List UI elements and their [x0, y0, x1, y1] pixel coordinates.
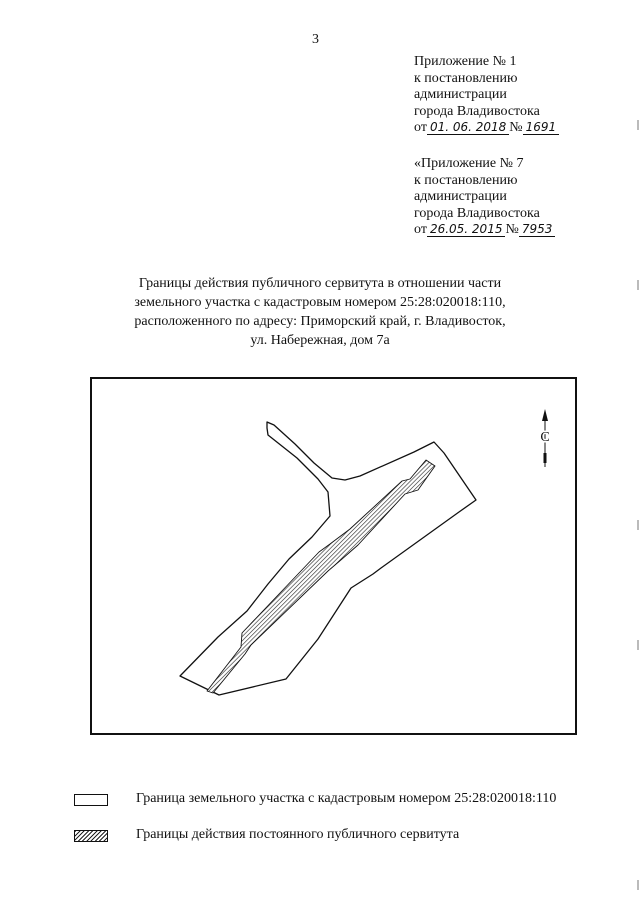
annex-2-date-line [414, 222, 555, 239]
annex-2-number: 7953 [519, 223, 556, 237]
servitude-hatch-swatch-icon [74, 830, 108, 842]
annex-1-date-line [414, 120, 559, 137]
title-line-3: расположенного по адресу: Приморский край, г. Владивосток, [134, 314, 506, 329]
title-line-4: ул. Набережная, дом 7а [250, 333, 390, 348]
annex-1-line-2: к постановлению [414, 70, 518, 86]
servitude-area [207, 460, 435, 693]
annex-1-header [414, 54, 559, 137]
scan-edge-marks [634, 0, 640, 905]
annex-2-date: 26.05. 2015 [427, 223, 506, 237]
annex-2-line-3: администрации [414, 189, 507, 204]
annex-1-line-4: города Владивостока [414, 103, 540, 119]
annex-1-number: 1691 [523, 121, 560, 135]
parcel-boundary-swatch-icon [74, 794, 108, 806]
annex-1-line-3: администрации [414, 87, 507, 102]
map-drawing [92, 379, 575, 733]
document-title [100, 274, 540, 350]
title-line-1: Границы действия публичного сервитута в отношении части [138, 276, 502, 291]
page-number: 3 [312, 32, 319, 47]
annex-1-date: 01. 06. 2018 [427, 121, 509, 135]
annex-2-number-prefix: № [505, 222, 519, 237]
north-label: С [540, 430, 550, 445]
annex-2-line-2: к постановлению [414, 172, 518, 188]
cadastral-map [90, 377, 577, 735]
annex-2-line-4: города Владивостока [414, 205, 540, 221]
annex-2-header [414, 156, 555, 239]
annex-1-title: Приложение № 1 [414, 54, 517, 69]
title-line-2: земельного участка с кадастровым номером 25:28:020018:110, [134, 295, 506, 310]
annex-1-number-prefix: № [509, 120, 523, 135]
annex-2-date-prefix: от [414, 222, 427, 237]
legend-label-parcel: Граница земельного участка с кадастровым номером 25:28:020018:110 [136, 791, 557, 806]
annex-1-date-prefix: от [414, 120, 427, 135]
annex-2-title: «Приложение № 7 [414, 156, 524, 171]
legend-label-servitude: Границы действия постоянного публичного сервитута [136, 827, 460, 842]
